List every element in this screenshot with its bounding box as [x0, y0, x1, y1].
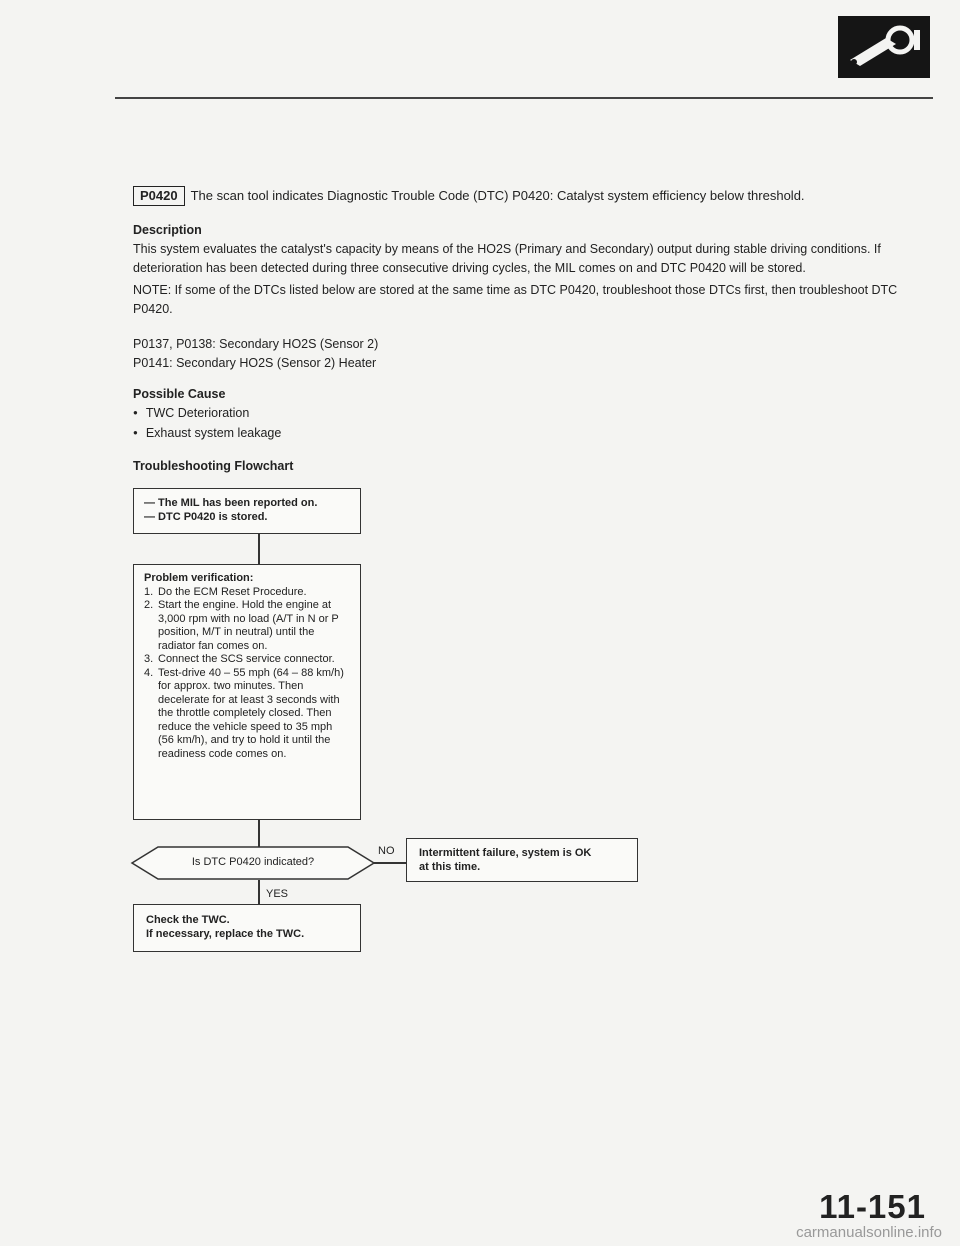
header-rule — [115, 97, 933, 99]
verification-step: 3. Connect the SCS service connector. — [144, 653, 335, 665]
description-heading: Description — [133, 223, 202, 237]
possible-cause-section — [133, 385, 933, 444]
intro-text: The scan tool indicates Diagnostic Trouble Code (DTC) P0420: Catalyst system efficiency below threshold. — [190, 188, 805, 203]
verification-step: 2. Start the engine. Hold the engine at 3,000 rpm with no load (A/T in N or P position, M/T in neutral) until the radiator fan comes on. — [144, 599, 339, 652]
description-text: This system evaluates the catalyst's capacity by means of the HO2S (Primary and Secondary) output during stable driving conditions. If deterioration has been detected during three consecutive driving cycles, the MIL comes on and DTC P0420 will be stored. — [133, 242, 881, 275]
flowchart-heading: Troubleshooting Flowchart — [133, 459, 294, 473]
dtc-list-item: P0137, P0138: Secondary HO2S (Sensor 2) — [133, 337, 379, 351]
note-text: NOTE: If some of the DTCs listed below are stored at the same time as DTC P0420, troubleshoot those DTCs first, then troubleshoot DTC P0420. — [133, 283, 898, 316]
possible-cause-heading: Possible Cause — [133, 387, 226, 401]
verification-step: 1. Do the ECM Reset Procedure. — [144, 585, 307, 598]
decision-question: Is DTC P0420 indicated? — [191, 856, 315, 868]
flow-connector — [258, 534, 260, 564]
dtc-list-item: P0141: Secondary HO2S (Sensor 2) Heater — [133, 356, 377, 370]
section-logo — [838, 16, 930, 78]
verification-step: 4. Test-drive 40 – 55 mph (64 – 88 km/h) for approx. two minutes. Then decelerate for at least 3 seconds with the throttle completely closed. Then reduce the vehicle speed to 35 mph (56 km/h), and try to hold it until the readiness code comes on. — [144, 666, 344, 760]
flow-start-box: — The MIL has been reported on. — DTC P0420 is stored. — [133, 488, 361, 534]
verification-title: Problem verification: — [144, 572, 254, 584]
description-section — [133, 221, 933, 278]
flow-connector — [258, 880, 260, 904]
yes-result-box: Check the TWC. If necessary, replace the TWC. — [133, 904, 361, 952]
no-result-box: Intermittent failure, system is OK at this time. — [406, 838, 638, 882]
footer-watermark: carmanualsonline.info — [796, 1224, 942, 1241]
cause-item: ● TWC Deterioration — [133, 404, 933, 424]
yes-label: YES — [266, 888, 289, 900]
cause-item: ● Exhaust system leakage — [133, 424, 933, 444]
dtc-code-badge: P0420 — [133, 186, 185, 206]
intro-line — [133, 186, 805, 206]
problem-verification-box — [133, 564, 361, 820]
dtc-list — [133, 335, 933, 373]
flow-connector — [374, 862, 406, 864]
wrench-emblem-icon — [838, 16, 930, 78]
page-number: 11-151 — [819, 1188, 926, 1225]
flow-connector — [258, 820, 260, 848]
no-label: NO — [378, 845, 395, 857]
